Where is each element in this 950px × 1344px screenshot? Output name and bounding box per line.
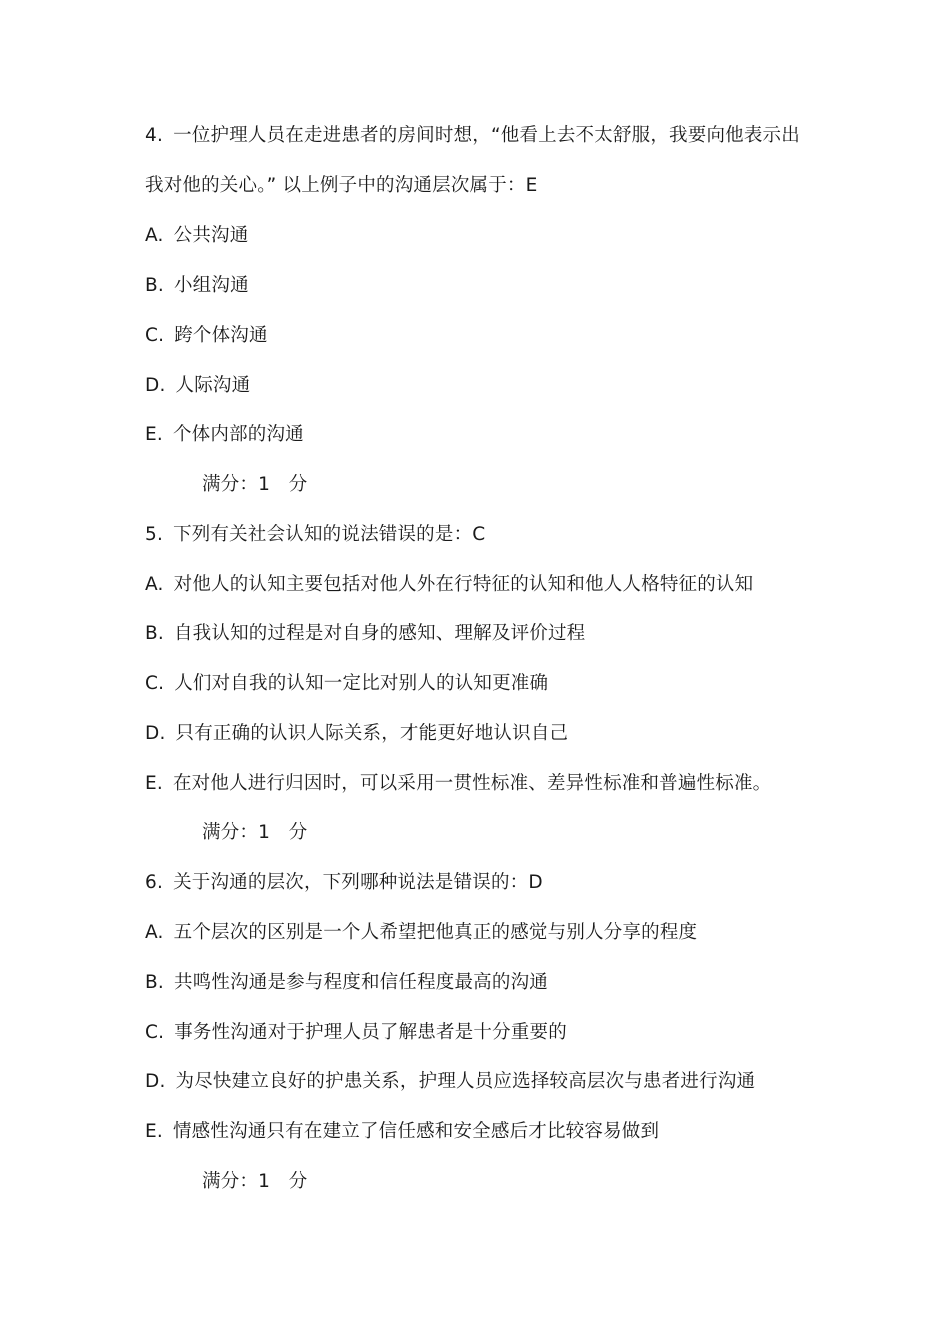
question-4-stem-line1 xyxy=(145,124,800,148)
option-text: 事务性沟通对于护理人员了解患者是十分重要的 xyxy=(174,1022,567,1043)
option-text: 跨个体沟通 xyxy=(174,325,268,346)
question-4-option-c xyxy=(145,324,268,348)
question-6-option-b xyxy=(145,971,548,995)
question-4-option-a xyxy=(145,224,248,248)
option-text: 情感性沟通只有在建立了信任感和安全感后才比较容易做到 xyxy=(172,1121,660,1142)
question-6-option-e xyxy=(145,1120,659,1144)
option-text: 只有正确的认识人际关系，才能更好地认识自己 xyxy=(175,723,569,744)
question-5-option-a xyxy=(145,573,753,597)
option-text: 小组沟通 xyxy=(173,275,249,296)
question-text: 下列有关社会认知的说法错误的是：C xyxy=(173,524,486,545)
option-letter: B. xyxy=(145,623,164,644)
option-text: 公共沟通 xyxy=(173,225,249,246)
option-letter: D. xyxy=(145,375,166,396)
question-text: 一位护理人员在走进患者的房间时想，“他看上去不太舒服，我要向他表示出 xyxy=(173,125,800,146)
option-text: 五个层次的区别是一个人希望把他真正的感觉与别人分享的程度 xyxy=(173,922,698,943)
option-text: 人际沟通 xyxy=(175,375,251,396)
option-text: 对他人的认知主要包括对他人外在行特征的认知和他人人格特征的认知 xyxy=(173,574,754,595)
question-5-option-d xyxy=(145,722,568,746)
question-6-option-a xyxy=(145,921,697,945)
option-text: 人们对自我的认知一定比对别人的认知更准确 xyxy=(174,673,549,694)
option-letter: A. xyxy=(145,225,164,246)
question-4-stem-line2: 我对他的关心。” 以上例子中的沟通层次属于：E xyxy=(145,175,538,196)
question-5-stem xyxy=(145,523,485,547)
option-letter: B. xyxy=(145,275,164,296)
option-letter: A. xyxy=(145,922,164,943)
question-4-option-b xyxy=(145,274,249,298)
question-6-option-d xyxy=(145,1070,755,1094)
question-4-score: 满分：1 分 xyxy=(202,474,308,495)
option-text: 为尽快建立良好的护患关系，护理人员应选择较高层次与患者进行沟通 xyxy=(175,1071,756,1092)
question-5-option-b xyxy=(145,622,585,646)
option-letter: E. xyxy=(145,1121,163,1142)
question-number: 4. xyxy=(145,125,164,146)
option-text: 在对他人进行归因时，可以采用一贯性标准、差异性标准和普遍性标准。 xyxy=(172,773,772,794)
option-letter: C. xyxy=(145,325,165,346)
question-6-option-c xyxy=(145,1021,567,1045)
option-letter: D. xyxy=(145,1071,166,1092)
question-6-score: 满分：1 分 xyxy=(202,1171,308,1192)
option-text: 自我认知的过程是对自身的感知、理解及评价过程 xyxy=(173,623,586,644)
question-4-option-d xyxy=(145,374,250,398)
option-letter: C. xyxy=(145,673,165,694)
question-6-stem xyxy=(145,871,543,895)
question-5-option-e xyxy=(145,772,771,796)
option-letter: D. xyxy=(145,723,166,744)
question-number: 5. xyxy=(145,524,164,545)
question-text: 关于沟通的层次，下列哪种说法是错误的：D xyxy=(173,872,543,893)
option-letter: E. xyxy=(145,773,163,794)
question-number: 6. xyxy=(145,872,164,893)
option-text: 个体内部的沟通 xyxy=(172,424,304,445)
option-letter: A. xyxy=(145,574,164,595)
option-letter: B. xyxy=(145,972,164,993)
question-5-score: 满分：1 分 xyxy=(202,822,308,843)
question-4-option-e xyxy=(145,423,304,447)
option-letter: C. xyxy=(145,1022,165,1043)
option-text: 共鸣性沟通是参与程度和信任程度最高的沟通 xyxy=(173,972,548,993)
question-5-option-c xyxy=(145,672,548,696)
option-letter: E. xyxy=(145,424,163,445)
